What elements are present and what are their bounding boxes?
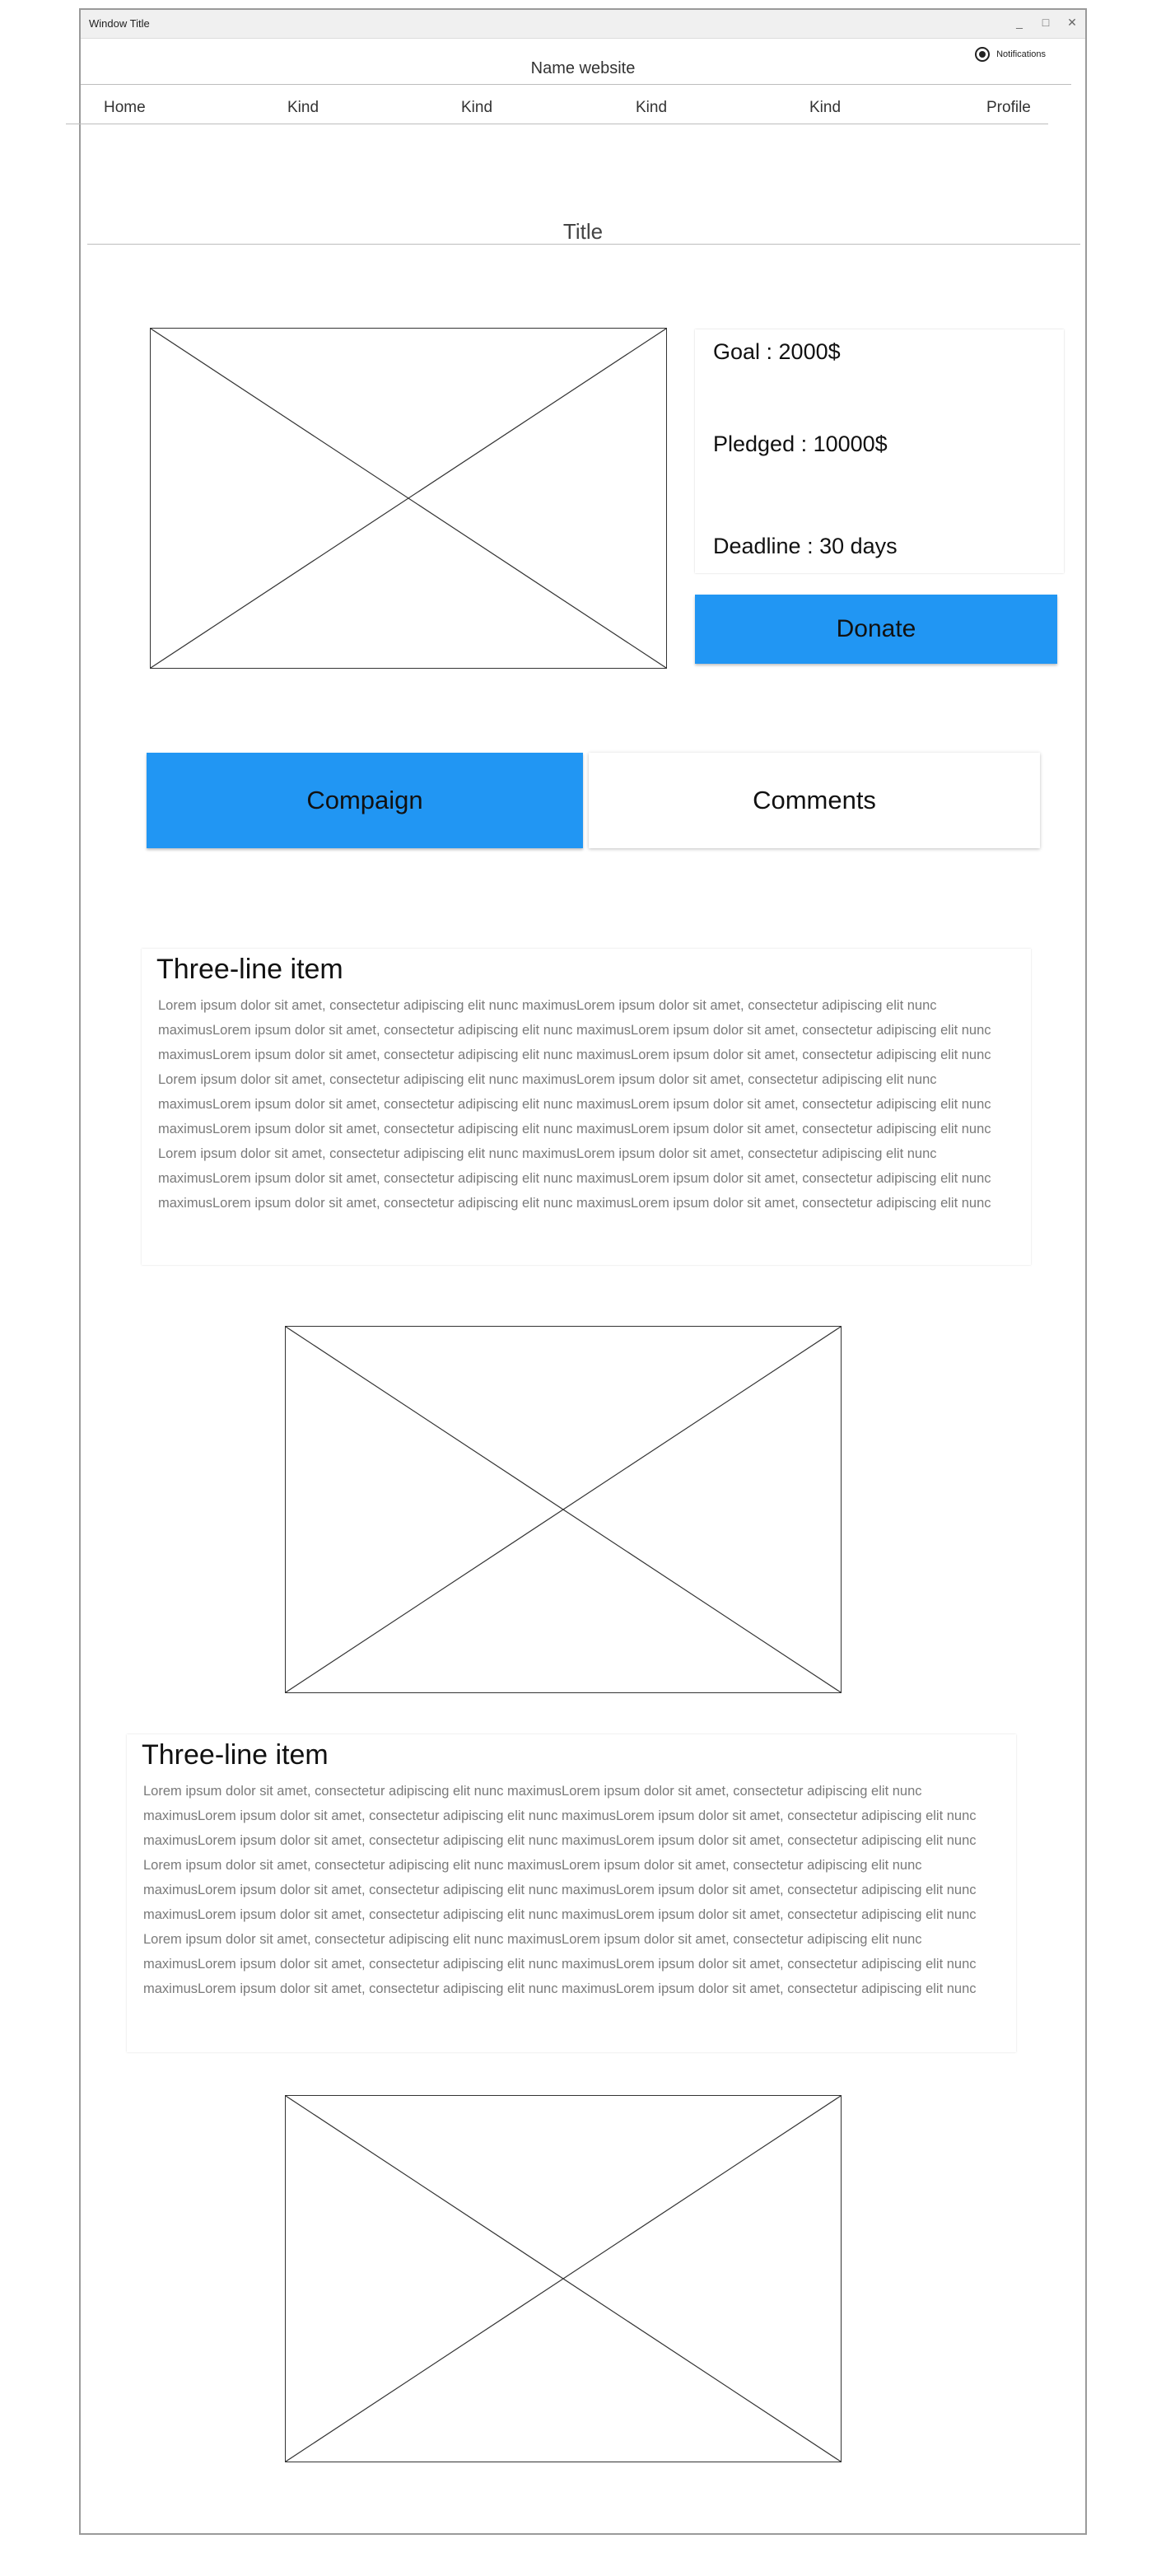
window-title: Window Title (89, 17, 150, 30)
close-icon[interactable]: ✕ (1067, 15, 1077, 29)
pledged-text: Pledged : 10000$ (713, 432, 888, 456)
nav-item-kind[interactable]: Kind (461, 99, 493, 116)
notifications-label: Notifications (996, 49, 1046, 59)
nav-item-kind[interactable]: Kind (287, 99, 319, 116)
campaign-stats (695, 329, 1064, 573)
app-window (79, 8, 1087, 2535)
header-divider (81, 84, 1071, 85)
list-item (142, 949, 1031, 1265)
page-title: Title (562, 219, 604, 244)
tab-compaign[interactable]: Compaign (147, 753, 583, 848)
title-divider (87, 244, 1080, 245)
list-item-title: Three-line item (142, 1739, 329, 1771)
campaign-image (150, 328, 667, 669)
list-item-body: Lorem ipsum dolor sit amet, consectetur adipiscing elit nunc maximusLorem ipsum dolor sit amet, consectetur adipiscing elit nunc maximusLorem ipsum dolor sit amet, consectetur adipiscing elit nunc maximusLorem ipsum dolor sit amet, consectetur adipiscing elit nunc maximusLorem ipsum dolor sit amet, consectetur adipiscing elit nunc maximusLorem ipsum dolor sit amet, consectetur adipiscing elit nunc Lorem ipsum dolor sit amet, consectetur adipiscing elit nunc maximusLorem ipsum dolor sit amet, consectetur adipiscing elit nunc maximusLorem ipsum dolor sit amet, consectetur adipiscing elit nunc maximusLorem ipsum dolor sit amet, consectetur adipiscing elit nunc maximusLorem ipsum dolor sit amet, consectetur adipiscing elit nunc maximusLorem ipsum dolor sit amet, consectetur adipiscing elit nunc Lorem ipsum dolor sit amet, consectetur adipiscing elit nunc maximusLorem ipsum dolor sit amet, consectetur adipiscing elit nunc maximusLorem ipsum dolor sit amet, consectetur adipiscing elit nunc maximusLorem ipsum dolor sit amet, consectetur adipiscing elit nunc maximusLorem ipsum dolor sit amet, consectetur adipiscing elit nunc maximusLorem ipsum dolor sit amet, consectetur adipiscing elit nunc (158, 998, 991, 1211)
image-placeholder-icon (286, 2096, 841, 2462)
nav-item-kind[interactable]: Kind (809, 99, 842, 116)
deadline-text: Deadline : 30 days (713, 534, 898, 558)
window-controls (1013, 13, 1079, 31)
maximize-icon[interactable]: □ (1042, 16, 1050, 29)
radio-icon[interactable] (975, 47, 990, 62)
title-bar (81, 10, 1085, 39)
content-image (285, 2095, 842, 2462)
list-item (127, 1734, 1016, 2052)
site-name: Name website (530, 59, 636, 77)
nav-item-home[interactable]: Home (104, 99, 146, 116)
notifications-toggle[interactable] (975, 47, 1046, 62)
donate-button[interactable]: Donate (695, 595, 1057, 664)
nav-item-profile[interactable]: Profile (986, 99, 1031, 116)
minimize-icon[interactable]: _ (1016, 16, 1023, 29)
nav-bar (81, 87, 1048, 125)
image-placeholder-icon (151, 329, 666, 668)
list-item-title: Three-line item (156, 954, 343, 985)
content-image (285, 1326, 842, 1693)
list-item-body: Lorem ipsum dolor sit amet, consectetur adipiscing elit nunc maximusLorem ipsum dolor sit amet, consectetur adipiscing elit nunc maximusLorem ipsum dolor sit amet, consectetur adipiscing elit nunc maximusLorem ipsum dolor sit amet, consectetur adipiscing elit nunc maximusLorem ipsum dolor sit amet, consectetur adipiscing elit nunc maximusLorem ipsum dolor sit amet, consectetur adipiscing elit nunc Lorem ipsum dolor sit amet, consectetur adipiscing elit nunc maximusLorem ipsum dolor sit amet, consectetur adipiscing elit nunc maximusLorem ipsum dolor sit amet, consectetur adipiscing elit nunc maximusLorem ipsum dolor sit amet, consectetur adipiscing elit nunc maximusLorem ipsum dolor sit amet, consectetur adipiscing elit nunc maximusLorem ipsum dolor sit amet, consectetur adipiscing elit nunc Lorem ipsum dolor sit amet, consectetur adipiscing elit nunc maximusLorem ipsum dolor sit amet, consectetur adipiscing elit nunc maximusLorem ipsum dolor sit amet, consectetur adipiscing elit nunc maximusLorem ipsum dolor sit amet, consectetur adipiscing elit nunc maximusLorem ipsum dolor sit amet, consectetur adipiscing elit nunc maximusLorem ipsum dolor sit amet, consectetur adipiscing elit nunc (143, 1784, 977, 1996)
nav-item-kind[interactable]: Kind (636, 99, 668, 116)
goal-text: Goal : 2000$ (713, 339, 841, 364)
tab-comments[interactable]: Comments (589, 753, 1040, 848)
image-placeholder-icon (286, 1327, 841, 1692)
